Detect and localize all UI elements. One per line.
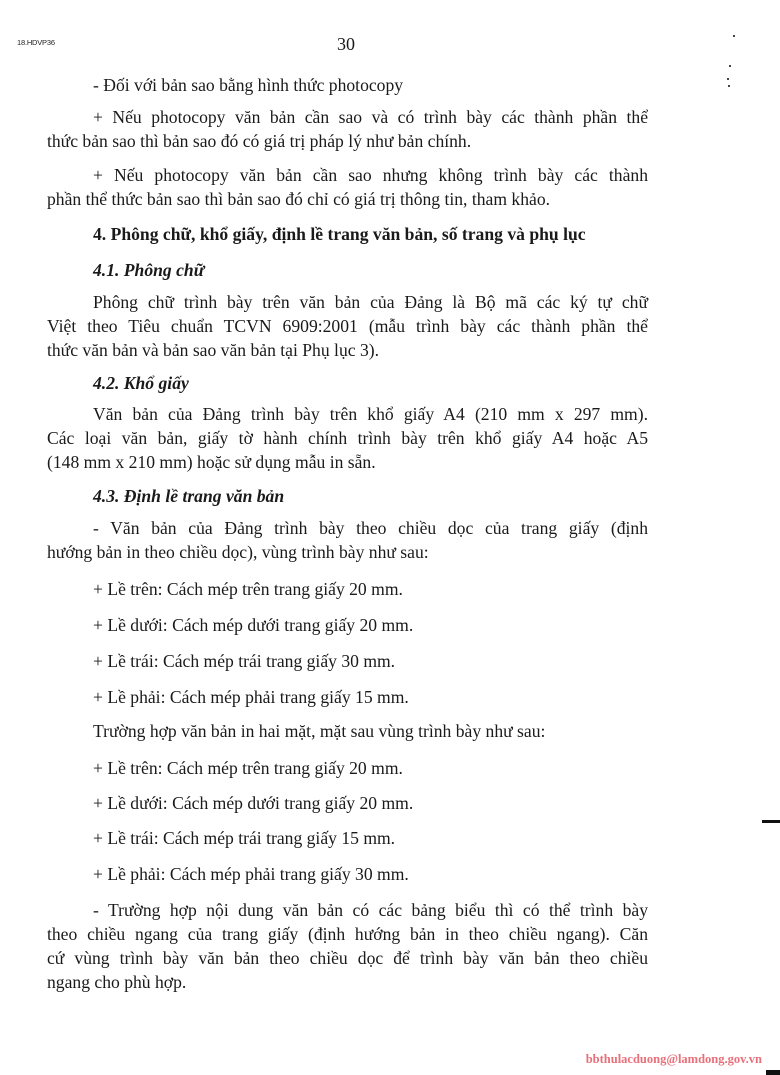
section-4-3-heading: 4.3. Định lề trang văn bản [93, 486, 285, 506]
front-margin-bottom: + Lề dưới: Cách mép dưới trang giấy 20 mm. [93, 615, 414, 635]
document-code: 18.HDVP36 [17, 38, 55, 47]
section-4-2-line-1: Văn bản của Đảng trình bày trên khổ giấy A4 (210 mm x 297 mm). [93, 404, 648, 424]
section-4-2-heading: 4.2. Khổ giấy [93, 373, 189, 393]
section-4-1-line-3: thức văn bản và bản sao văn bản tại Phụ lục 3). [47, 340, 379, 360]
landscape-line-4: ngang cho phù hợp. [47, 972, 187, 992]
section-4-3-intro-line-1: - Văn bản của Đảng trình bày theo chiều dọc của trang giấy (định [93, 518, 648, 538]
back-margin-left: + Lề trái: Cách mép trái trang giấy 15 mm. [93, 828, 396, 848]
section-4-1-line-1: Phông chữ trình bày trên văn bản của Đảng là Bộ mã các ký tự chữ [93, 292, 648, 312]
photocopy-item-1-line-1: + Nếu photocopy văn bản cần sao và có trình bày các thành phần thể [93, 107, 648, 127]
scan-corner-mark [766, 1070, 780, 1075]
section-4-heading: 4. Phông chữ, khổ giấy, định lề trang văn bản, số trang và phụ lục [93, 224, 586, 244]
scan-speck [728, 85, 730, 87]
landscape-line-1: - Trường hợp nội dung văn bản có các bảng biểu thì có thể trình bày [93, 900, 648, 920]
landscape-line-2: theo chiều ngang của trang giấy (định hướng bản in theo chiều ngang). Căn [47, 924, 648, 944]
section-4-2-line-3: (148 mm x 210 mm) hoặc sử dụng mẫu in sẵn. [47, 452, 376, 472]
scan-edge-mark [762, 820, 780, 823]
scan-speck [729, 65, 731, 67]
section-4-1-line-2: Việt theo Tiêu chuẩn TCVN 6909:2001 (mẫu trình bày các thành phần thể [47, 316, 648, 336]
landscape-line-3: cứ vùng trình bày văn bản theo chiều dọc để trình bày văn bản theo chiều [47, 948, 648, 968]
front-margin-top: + Lề trên: Cách mép trên trang giấy 20 mm. [93, 579, 403, 599]
back-margin-bottom: + Lề dưới: Cách mép dưới trang giấy 20 mm. [93, 793, 414, 813]
page-number: 30 [337, 34, 355, 54]
section-4-2-line-2: Các loại văn bản, giấy tờ hành chính trình bày trên khổ giấy A4 hoặc A5 [47, 428, 648, 448]
section-4-3-intro-line-2: hướng bản in theo chiều dọc), vùng trình bày như sau: [47, 542, 429, 562]
duplex-intro: Trường hợp văn bản in hai mặt, mặt sau vùng trình bày như sau: [93, 721, 546, 741]
photocopy-item-2-line-2: phần thể thức bản sao thì bản sao đó chỉ có giá trị thông tin, tham khảo. [47, 189, 551, 209]
photocopy-item-1-line-2: thức bản sao thì bản sao đó có giá trị pháp lý như bản chính. [47, 131, 472, 151]
scan-speck [733, 35, 735, 37]
front-margin-right: + Lề phải: Cách mép phải trang giấy 15 mm. [93, 687, 409, 707]
photocopy-item-2-line-1: + Nếu photocopy văn bản cần sao nhưng không trình bày các thành [93, 165, 648, 185]
scan-speck [727, 78, 729, 80]
photocopy-lead: - Đối với bản sao bằng hình thức photocopy [93, 75, 404, 95]
section-4-1-heading: 4.1. Phông chữ [93, 260, 205, 280]
back-margin-right: + Lề phải: Cách mép phải trang giấy 30 mm. [93, 864, 409, 884]
front-margin-left: + Lề trái: Cách mép trái trang giấy 30 mm. [93, 651, 396, 671]
footer-email: bbthulacduong@lamdong.gov.vn [585, 1052, 762, 1066]
back-margin-top: + Lề trên: Cách mép trên trang giấy 20 mm. [93, 758, 403, 778]
